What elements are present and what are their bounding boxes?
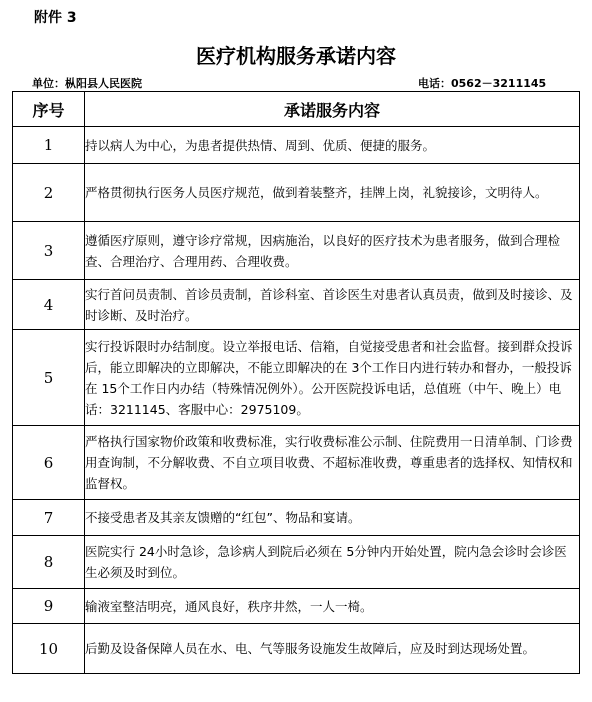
row-number: 2 (13, 164, 85, 222)
header-content: 承诺服务内容 (85, 92, 580, 127)
header-number: 序号 (13, 92, 85, 127)
row-content: 遵循医疗原则，遵守诊疗常规，因病施治，以良好的医疗技术为患者服务，做到合理检查、合理治疗、合理用药、合理收费。 (85, 222, 580, 280)
table-row (13, 164, 580, 222)
row-number: 7 (13, 500, 85, 536)
table-row (13, 589, 580, 624)
row-number: 10 (13, 624, 85, 674)
row-content: 实行投诉限时办结制度。设立举报电话、信箱，自觉接受患者和社会监督。接到群众投诉后，能立即解决的立即解决，不能立即解决的在 3个工作日内进行转办和督办，一般投诉在 15个工作日内办结（特殊情况例外）。公开医院投诉电话，总值班（中午、晚上）电话：3211145、客服中心：2975109。 (85, 330, 580, 426)
table-row (13, 127, 580, 164)
row-number: 6 (13, 426, 85, 500)
row-number: 1 (13, 127, 85, 164)
row-number: 9 (13, 589, 85, 624)
row-number: 4 (13, 280, 85, 330)
table-header-row (13, 92, 580, 127)
attachment-label: 附件 3 (34, 10, 77, 26)
commitment-table (12, 91, 580, 674)
phone-label: 电话：0562－3211145 (418, 77, 547, 90)
row-number: 3 (13, 222, 85, 280)
table-row (13, 426, 580, 500)
table-row (13, 500, 580, 536)
table-row (13, 280, 580, 330)
row-number: 5 (13, 330, 85, 426)
row-content: 不接受患者及其亲友馈赠的“红包”、物品和宴请。 (85, 500, 580, 536)
table-row (13, 624, 580, 674)
row-content: 实行首问员责制、首诊员责制，首诊科室、首诊医生对患者认真员责，做到及时接诊、及时诊断、及时治疗。 (85, 280, 580, 330)
document-title: 医疗机构服务承诺内容 (196, 44, 396, 68)
row-number: 8 (13, 536, 85, 589)
row-content: 严格贯彻执行医务人员医疗规范，做到着装整齐，挂牌上岗，礼貌接诊，文明待人。 (85, 164, 580, 222)
row-content: 严格执行国家物价政策和收费标准，实行收费标准公示制、住院费用一日清单制、门诊费用查询制，不分解收费、不自立项目收费、不超标准收费，尊重患者的选择权、知情权和监督权。 (85, 426, 580, 500)
row-content: 医院实行 24小时急诊，急诊病人到院后必须在 5分钟内开始处置，院内急会诊时会诊医生必须及时到位。 (85, 536, 580, 589)
table-row (13, 536, 580, 589)
row-content: 持以病人为中心，为患者提供热情、周到、优质、便捷的服务。 (85, 127, 580, 164)
row-content: 输液室整洁明亮，通风良好，秩序井然，一人一椅。 (85, 589, 580, 624)
unit-label: 单位：枞阳县人民医院 (32, 77, 142, 90)
table-row (13, 330, 580, 426)
row-content: 后勤及设备保障人员在水、电、气等服务设施发生故障后，应及时到达现场处置。 (85, 624, 580, 674)
table-row (13, 222, 580, 280)
